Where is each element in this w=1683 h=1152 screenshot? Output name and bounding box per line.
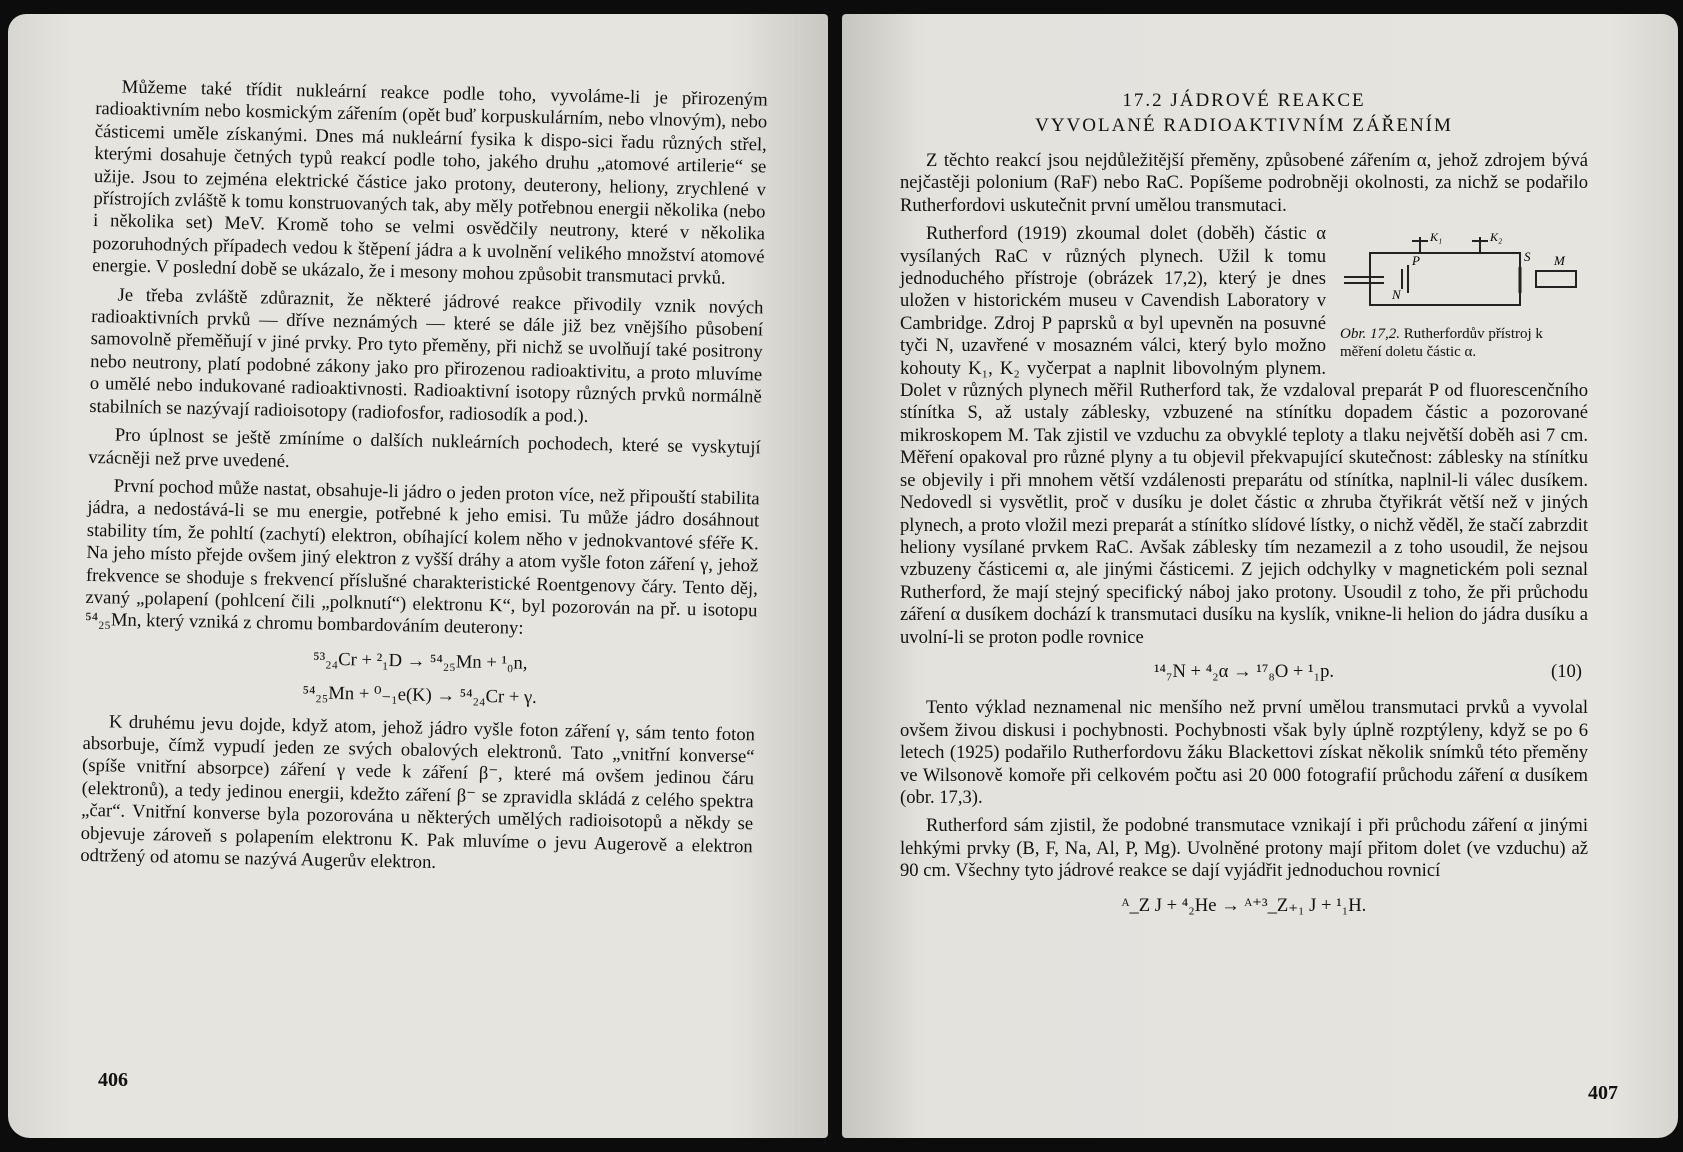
paragraph: První pochod může nastat, obsahuje-li jádro o jeden proton více, než připouští stabilita jádra, a nedostává-li se mu energie, potřebné k jeho emisi. Tu může jádro dosáhnout stability tím, že pohltí (zachytí) elektron, obíhající kolem něho v jednokvantové sféře K. Na jeho místo přejde ovšem jiný elektron z vyšší dráhy a atom vyšle foton záření γ, jehož frekvence se shoduje s frekvencí příslušné charakteristické Roentgenovy čáry. Tento děj, zvaný „polapení (pohlcení čili „polknutí“) elektronu K“, byl pozorován na př. u isotopu ⁵⁴₂₅Mn, který vzniká z chromu bombardováním deuterony: bbox=[84, 475, 760, 640]
label-k2: K₂ bbox=[1490, 231, 1503, 245]
paragraph: Rutherford sám zjistil, že podobné transmutace vznikají i při průchodu záření α jinými lehkými prvky (B, F, Na, Al, P, Mg). Uvolněné protony mají přitom dolet (ve vzduchu) až 90 cm. Všechny tyto jádrové reakce se dají vyjádřit jednoduchou rovnicí bbox=[900, 815, 1588, 882]
paragraph: K druhému jevu dojde, když atom, jehož jádro vyšle foton záření γ, sám tento foton absorbuje, čímž vypudí jeden ze svých obalových elektronů. Tato „vnitřní konverse“ (spíše vnitřní absorpce) záření γ vede k záření β⁻, které má ovšem jedinou čáru (elektronů), a tedy jedinou energii, kdežto záření β⁻ se zpravidla skládá z celého spektra „čar“. Vnitřní konverse byla pozorována u některých umělých radioisotopů a někdy se objevuje zároveň s polapením elektronu K. Pak mluvíme o jevu Augerově a elektron odtržený od atomu se nazývá Augerův elektron. bbox=[80, 710, 756, 873]
caption-text: Rutherfordův přístroj k měření doletu částic α. bbox=[1340, 326, 1543, 361]
figure-rutherford-apparatus bbox=[1340, 231, 1588, 361]
label-s: S bbox=[1524, 249, 1531, 265]
label-p: P bbox=[1412, 253, 1420, 269]
equation: ᴬ_Z J + ⁴₂He → ᴬ⁺³_Z₊₁ J + ¹₁H. bbox=[1121, 894, 1367, 916]
section-heading bbox=[900, 88, 1588, 138]
paragraph: Pro úplnost se ještě zmíníme o dalších nukleárních pochodech, které se vyskytují vzácněji než prve uvedené. bbox=[88, 424, 761, 472]
equation-row bbox=[900, 661, 1588, 683]
label-n: N bbox=[1392, 287, 1401, 303]
label-m: M bbox=[1554, 253, 1565, 269]
equation: ⁵⁴₂₅Mn + ⁰₋₁e(K) → ⁵⁴₂₄Cr + γ. bbox=[302, 682, 538, 709]
paragraph: Je třeba zvláště zdůraznit, že některé jádrové reakce přivodily vznik nových radioaktivních prvků — dříve neznámých — které se dále již bez vnějšího působení samovolně přeměňují v jiné prvky. Pro tyto přeměny, při nichž se uvolňují také positrony nebo neutrony, platí podobné zákony jako pro přirozenou radioaktivitu, a proto mluvíme o umělé nebo indukované radioaktivnosti. Radioaktivní isotopy různých prvků normálně stabilních se nazývají radioisotopy (radiofosfor, radiosodík a pod.). bbox=[89, 284, 764, 427]
microscope bbox=[1536, 271, 1576, 287]
label-k1: K₁ bbox=[1430, 231, 1443, 245]
caption-label: Obr. 17,2. bbox=[1340, 326, 1401, 343]
equation-number: (10) bbox=[1551, 660, 1582, 682]
paragraph: Můžeme také třídit nukleární reakce podle toho, vyvoláme-li je přirozeným radioaktivním nebo kosmickým zářením (opět buď korpuskulárním, nebo vlnovým), nebo částicemi uměle získanými. Dnes má nukleární fysika k dispo-sici řadu různých střel, kterými dosahuje četných typů reakcí podle toho, jakého druhu „atomové artilerie“ se užije. Jsou to zejména elektrické částice jako protony, deuterony, heliony, zrychlené v přístrojích zvláště k tomu konstruovaných tak, aby měly potřebnou energii několika (nebo i několika set) MeV. Kromě toho se velmi osvědčily neutrony, které v několika pozoruhodných případech vedou k štěpení jádra a k uvolnění velikého množství atomové energie. V poslední době se ukázalo, že i mesony mohou způsobit transmutaci prvků. bbox=[91, 76, 768, 289]
right-page bbox=[842, 14, 1678, 1138]
paragraph: Tento výklad neznamenal nic menšího než první umělou transmutaci prvků a vyvolal ovšem živou diskusi i pochybnosti. Pochybnosti však byly úplně rozptýleny, když se po 6 letech (1925) podařilo Rutherfordovu žáku Blackettovi získat několik snímků této přeměny ve Wilsonově komoře při celkovém počtu asi 20 000 fotografií průchodu záření α dusíkem (obr. 17,3). bbox=[900, 697, 1588, 808]
paragraph: Rutherford (1919) zkoumal dolet (doběh) částic α vysílaných RaC v různých plynech. Užil k tomu jednoduchého přístroje (obrázek 17,2), který je dnes uložen v historickém museu v Cavendish Laboratory v Cambridge. Zdroj P paprsků α byl upevněn na posuvné tyči N, uzavřené v mosazném válci, který bylo možno kohouty K₁, K₂ vyčerpat a naplnit libovolným plynem. Dolet v různých plynech měřil Rutherford tak, že vzdaloval preparát P od fluorescenčního stínítka S, až ustaly záblesky, vzbuzené na stínítku dopadem částic a pozorované mikroskopem M. Tak zjistil ve vzduchu za obvyklé teploty a tlaku největší doběh asi 7 cm. Měření opakoval pro různé plyny a tu objevil překvapující skutečnost: záblesky na stínítku se objevily i při mnohem větší vzdálenosti preparátu od stínítka, naplnil-li válec dusíkem. Nedovedl si vysvětlit, proč v dusíku je dolet částic α zhruba čtyřikrát větší než v jiných plynech, a proto vložil mezi preparát a stínítko slídové lístky, o nichž věděl, že stačí zabrzdit heliony vysílané prvkem RaC. Avšak záblesky tím nezamezil a z toho usoudil, že nejsou vzbuzeny částicemi α, ale jinými částicemi. Z jejich odchylky v magnetickém poli seznal Rutherford, že mají stejný specifický náboj jako protony. Usoudil z toho, že při průchodu záření α dusíkem dochází k transmutaci dusíku na kyslík, vnikne-li helion do jádra dusíku a uvolní-li se proton podle rovnice bbox=[900, 223, 1588, 648]
page-number: 406 bbox=[98, 1069, 128, 1091]
paragraph: Z těchto reakcí jsou nejdůležitější přeměny, způsobené zářením α, jehož zdrojem bývá nejčastěji polonium (RaF) nebo RaC. Popíšeme podrobněji okolnosti, za nichž se podařilo Rutherfordovi uskutečnit první umělou transmutaci. bbox=[900, 150, 1588, 216]
heading-line: 17.2 JÁDROVÉ REAKCE bbox=[1122, 90, 1366, 111]
equation: ¹⁴₇N + ⁴₂α → ¹⁷₈O + ¹₁p. bbox=[1153, 660, 1335, 682]
heading-line: VYVOLANÉ RADIOAKTIVNÍM ZÁŘENÍM bbox=[1035, 115, 1453, 136]
right-page-text bbox=[900, 88, 1588, 927]
equation: ⁵³₂₄Cr + ²₁D → ⁵⁴₂₅Mn + ¹₀n, bbox=[312, 648, 528, 674]
page-number: 407 bbox=[1588, 1082, 1618, 1104]
figure-caption bbox=[1340, 325, 1588, 361]
left-page-text bbox=[80, 76, 768, 887]
apparatus-diagram bbox=[1340, 231, 1588, 319]
left-page bbox=[8, 14, 828, 1138]
